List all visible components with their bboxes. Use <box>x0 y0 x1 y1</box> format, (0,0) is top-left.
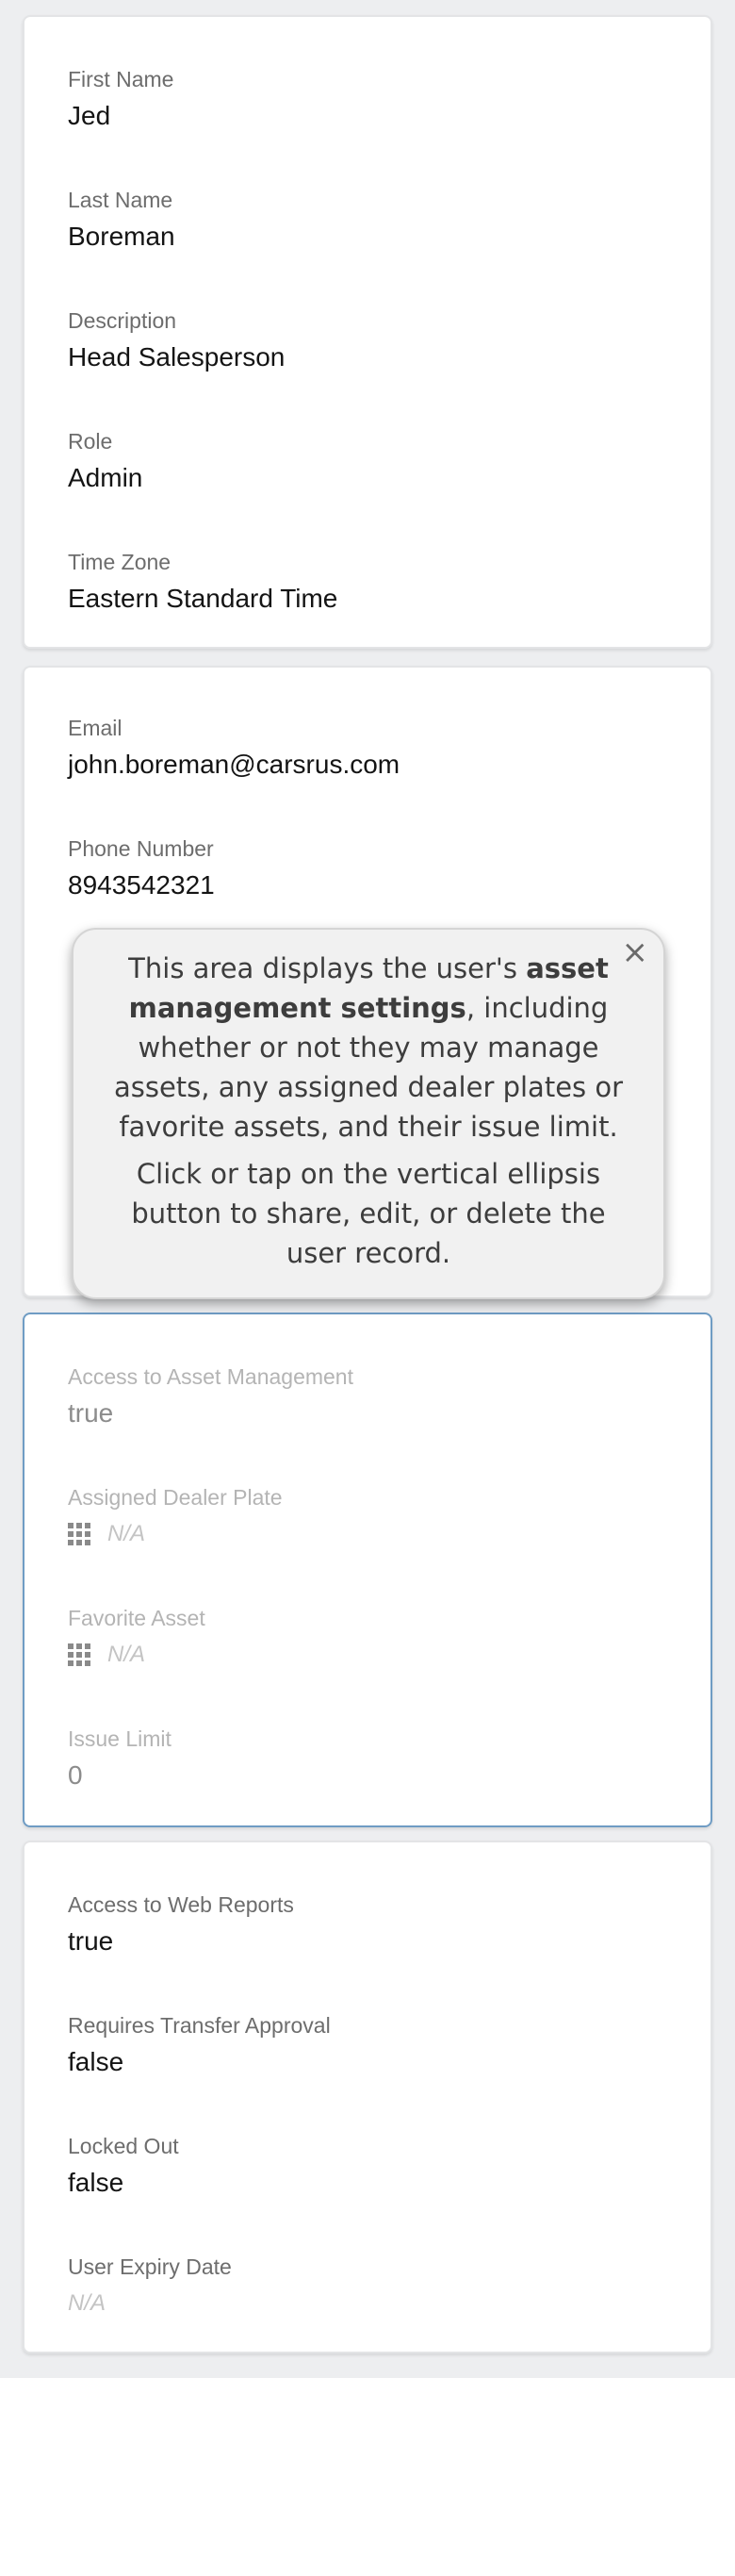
close-icon[interactable]: × <box>621 933 648 971</box>
time-zone-label: Time Zone <box>68 550 172 574</box>
favorite-asset-row <box>68 1639 205 1671</box>
favorite-asset-value: N/A <box>107 1642 146 1667</box>
role-label: Role <box>68 429 113 454</box>
transfer-approval-field <box>68 2012 331 2078</box>
first-name-value: Jed <box>68 101 111 130</box>
tooltip-text-after: , including whether or not they may manage assets, any assigned dealer plates or favorite assets, and their issue limit. <box>113 992 624 1143</box>
tooltip-text-before: This area displays the user's <box>128 952 527 984</box>
web-access-card <box>23 1841 712 2353</box>
issue-limit-label: Issue Limit <box>68 1726 172 1751</box>
description-field <box>68 307 285 373</box>
role-value: Admin <box>68 463 143 492</box>
web-reports-field <box>68 1891 294 1957</box>
role-field <box>68 428 142 494</box>
tooltip-paragraph-1 <box>107 949 629 1147</box>
grid-icon[interactable] <box>68 1643 90 1666</box>
dealer-plate-row <box>68 1518 283 1550</box>
email-label: Email <box>68 716 122 740</box>
asset-access-field <box>68 1363 353 1429</box>
first-name-label: First Name <box>68 67 174 91</box>
favorite-asset-field <box>68 1605 205 1671</box>
asset-access-value: true <box>68 1398 114 1428</box>
transfer-approval-label: Requires Transfer Approval <box>68 2013 331 2038</box>
web-reports-label: Access to Web Reports <box>68 1892 294 1917</box>
profile-card <box>23 15 712 649</box>
last-name-label: Last Name <box>68 188 173 212</box>
phone-value: 8943542321 <box>68 870 215 900</box>
expiry-label: User Expiry Date <box>68 2254 232 2279</box>
transfer-approval-value: false <box>68 2047 124 2076</box>
description-value: Head Salesperson <box>68 342 286 372</box>
description-label: Description <box>68 308 177 333</box>
asset-access-label: Access to Asset Management <box>68 1364 353 1389</box>
last-name-value: Boreman <box>68 222 175 251</box>
phone-label: Phone Number <box>68 836 214 861</box>
asset-management-card[interactable] <box>23 1313 712 1827</box>
dealer-plate-label: Assigned Dealer Plate <box>68 1485 283 1510</box>
favorite-asset-label: Favorite Asset <box>68 1606 205 1630</box>
dealer-plate-value: N/A <box>107 1521 146 1546</box>
first-name-field <box>68 66 173 132</box>
expiry-value: N/A <box>68 2290 106 2316</box>
last-name-field <box>68 187 175 253</box>
locked-out-value: false <box>68 2168 124 2197</box>
time-zone-field <box>68 549 337 615</box>
time-zone-value: Eastern Standard Time <box>68 584 338 613</box>
phone-field <box>68 835 215 901</box>
issue-limit-field <box>68 1726 172 1792</box>
tooltip-paragraph-2: Click or tap on the vertical ellipsis button to share, edit, or delete the user record. <box>131 1158 606 1269</box>
tooltip-bold-text: asset management settings <box>128 952 609 1024</box>
web-reports-value: true <box>68 1926 114 1956</box>
locked-out-field <box>68 2133 179 2199</box>
help-tooltip <box>72 928 665 1299</box>
dealer-plate-field <box>68 1484 283 1550</box>
expiry-field <box>68 2254 232 2320</box>
locked-out-label: Locked Out <box>68 2134 179 2158</box>
email-field <box>68 715 400 781</box>
grid-icon[interactable] <box>68 1523 90 1545</box>
issue-limit-value: 0 <box>68 1760 83 1790</box>
email-value: john.boreman@carsrus.com <box>68 750 400 779</box>
